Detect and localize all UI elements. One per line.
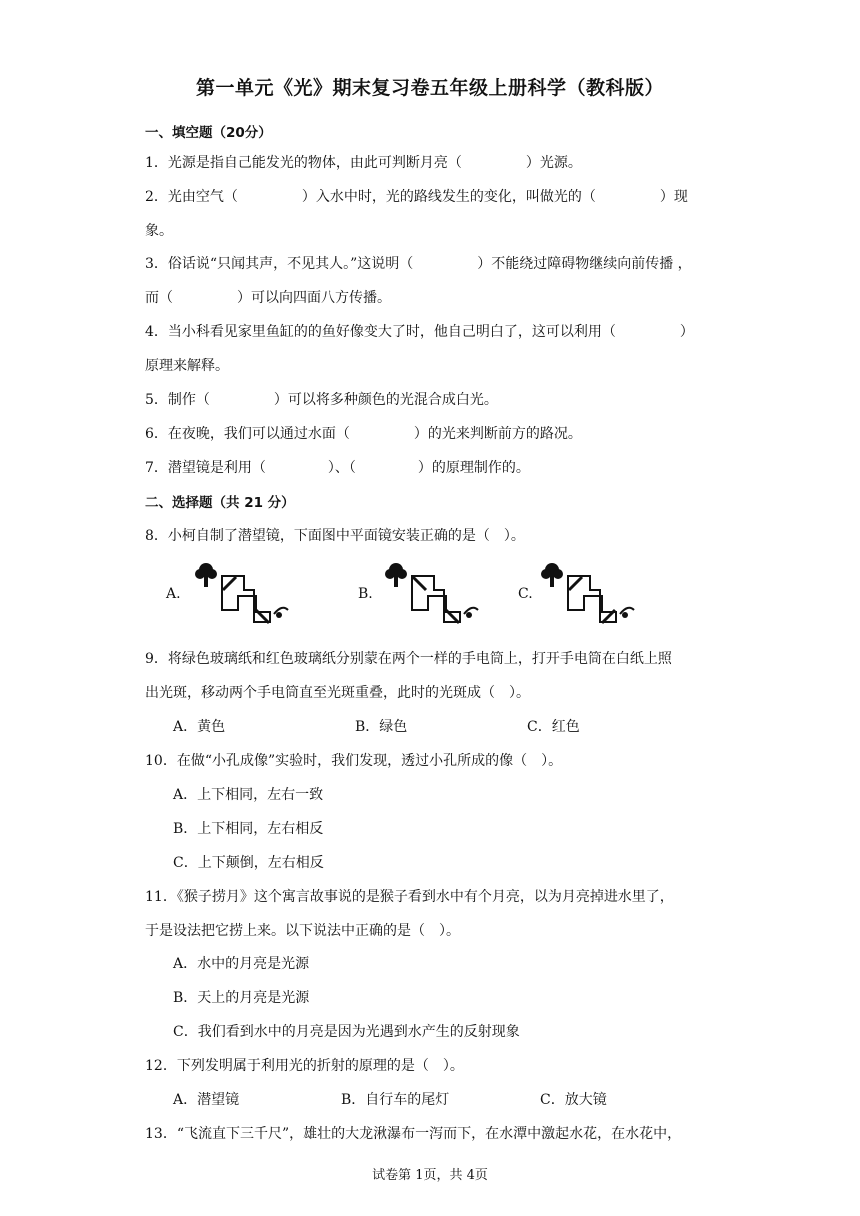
question-text: ）入水中时，光的路线发生的变化，叫做光的（: [301, 189, 596, 205]
question-text: ）光源。: [525, 155, 582, 171]
question-text: ）可以将多种颜色的光混合成白光。: [273, 392, 498, 408]
question-9-cont: 出光斑，移动两个手电筒直至光斑重叠，此时的光斑成（ ）。: [145, 685, 530, 701]
question-13: 13．“飞流直下三千尺”，雄壮的大龙湫瀑布一泻而下，在水潭中激起水花，在水花中，: [145, 1126, 682, 1142]
eye-icon: [464, 608, 478, 618]
option-a: A．潜望镜: [173, 1092, 240, 1108]
tree-icon: [385, 563, 407, 587]
question-4: [145, 321, 694, 341]
question-text: 1．光源是指自己能发光的物体，由此可判断月亮（: [145, 155, 462, 171]
question-text: 5．制作（: [145, 392, 210, 408]
section-heading-choice: 二、选择题（共 21 分）: [145, 495, 295, 511]
question-6: [145, 423, 582, 443]
option-c: C．放大镜: [540, 1092, 607, 1108]
question-text: ）不能绕过障碍物继续向前传播 ，: [477, 256, 692, 272]
question-7: [145, 457, 530, 477]
option-a-label: A.: [166, 586, 181, 602]
question-3: [145, 253, 692, 273]
eye-icon: [274, 608, 288, 618]
question-2-cont: 象。: [145, 223, 173, 239]
section-heading-fill: 一、填空题（20分）: [145, 125, 272, 141]
question-text: 6．在夜晚，我们可以通过水面（: [145, 426, 350, 442]
periscope-figure-b: [382, 560, 482, 628]
option-b-label: B.: [358, 586, 373, 602]
question-text: 而（: [145, 290, 173, 306]
question-text: ）的原理制作的。: [417, 460, 530, 476]
question-text: ）的光来判断前方的路况。: [413, 426, 582, 442]
question-text: ）: [679, 324, 694, 340]
question-text: ）、（: [327, 460, 356, 476]
question-text: ）可以向四面八方传播。: [237, 290, 391, 306]
option-c: C．红色: [527, 719, 580, 735]
eye-icon: [620, 608, 634, 618]
question-11-cont: 于是设法把它捞上来。以下说法中正确的是（ ）。: [145, 923, 460, 939]
question-1: [145, 152, 582, 172]
option-b: B．上下相同，左右相反: [173, 821, 324, 837]
question-9: 9．将绿色玻璃纸和红色玻璃纸分别蒙在两个一样的手电筒上，打开手电筒在白纸上照: [145, 651, 672, 667]
periscope-figure-a: [192, 560, 292, 628]
question-2: [145, 186, 688, 206]
question-5: [145, 389, 498, 409]
option-c: C．我们看到水中的月亮是因为光遇到水产生的反射现象: [173, 1024, 520, 1040]
option-c-label: C.: [518, 586, 533, 602]
option-a: A．上下相同，左右一致: [173, 787, 324, 803]
option-c: C．上下颠倒，左右相反: [173, 855, 324, 871]
periscope-figure-c: [538, 560, 638, 628]
question-text: 3．俗话说“只闻其声，不见其人。”这说明（: [145, 256, 414, 272]
question-4-cont: 原理来解释。: [145, 358, 229, 374]
question-text: 2．光由空气（: [145, 189, 238, 205]
question-text: 7．潜望镜是利用（: [145, 460, 266, 476]
option-b: B．自行车的尾灯: [341, 1092, 450, 1108]
option-b: B．绿色: [355, 719, 408, 735]
question-11: 11．《猴子捞月》这个寓言故事说的是猴子看到水中有个月亮，以为月亮掉进水里了，: [145, 889, 674, 905]
option-b: B．天上的月亮是光源: [173, 990, 310, 1006]
tree-icon: [195, 563, 217, 587]
question-12: 12．下列发明属于利用光的折射的原理的是（ ）。: [145, 1058, 464, 1074]
question-text: ）现: [659, 189, 688, 205]
question-8: 8．小柯自制了潜望镜，下面图中平面镜安装正确的是（ ）。: [145, 528, 525, 544]
question-text: 4．当小科看见家里鱼缸的的鱼好像变大了时，他自己明白了，这可以利用（: [145, 324, 616, 340]
question-3-cont: [145, 287, 391, 307]
question-10: 10．在做“小孔成像”实验时，我们发现，透过小孔所成的像（ ）。: [145, 753, 563, 769]
page-title: 第一单元《光》期末复习卷五年级上册科学（教科版）: [195, 77, 664, 99]
option-a: A．黄色: [173, 719, 226, 735]
tree-icon: [541, 563, 563, 587]
option-a: A．水中的月亮是光源: [173, 956, 310, 972]
page-footer: 试卷第 1页，共 4页: [372, 1168, 488, 1183]
